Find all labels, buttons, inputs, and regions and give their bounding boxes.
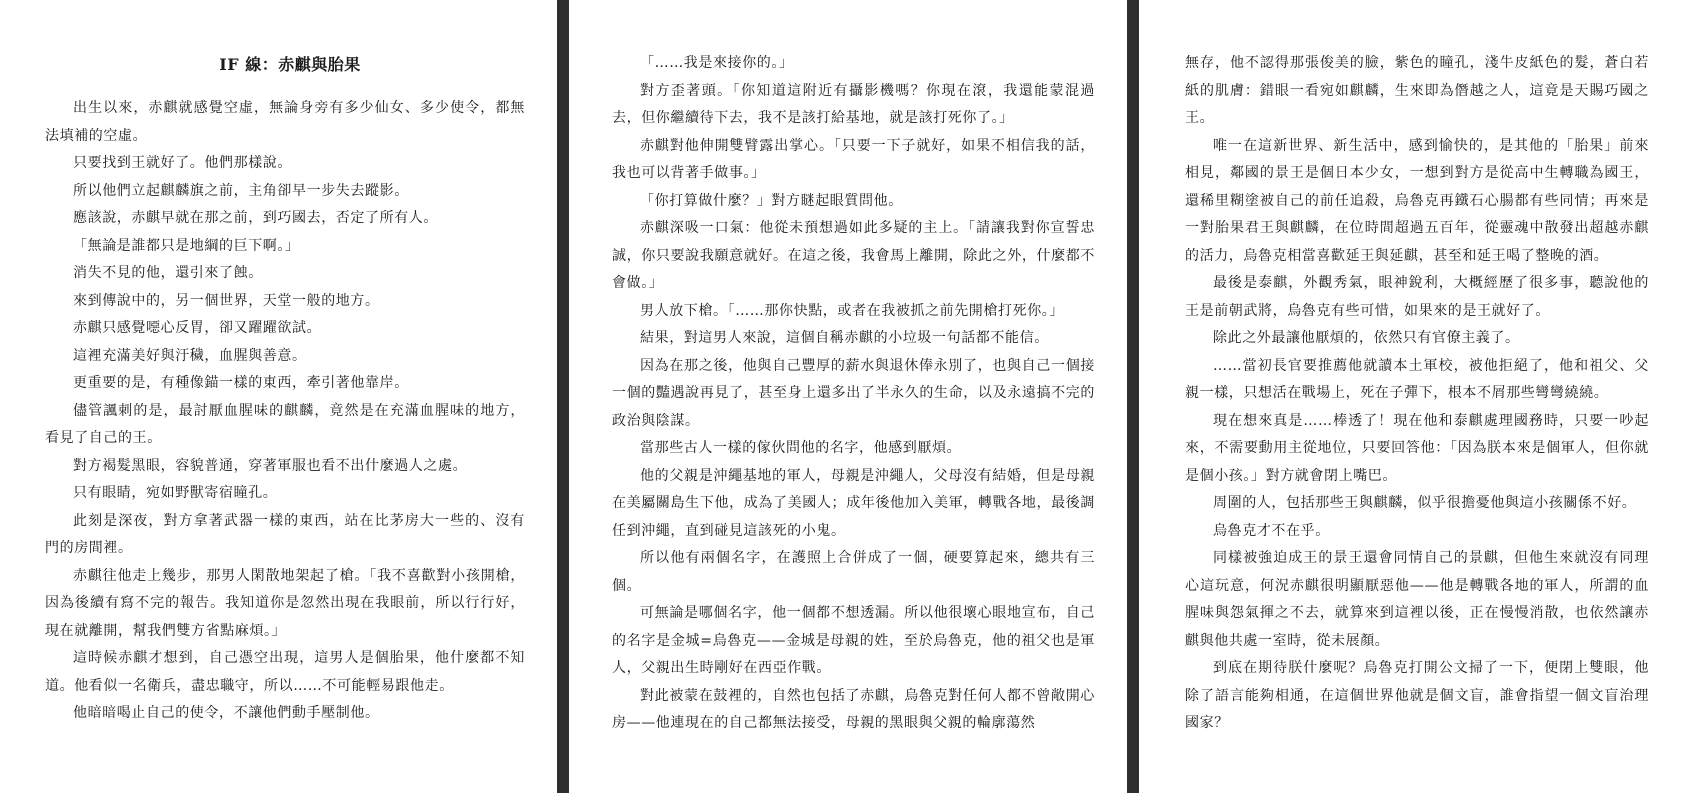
page-3 — [1139, 0, 1693, 793]
paragraph: 消失不見的他，還引來了蝕。 — [73, 265, 263, 281]
paragraph: 當那些古人一樣的傢伙問他的名字，他感到厭煩。 — [640, 440, 962, 456]
paragraph: 他暗暗喝止自己的使令，不讓他們動手壓制他。 — [73, 705, 380, 721]
page-2 — [569, 0, 1127, 793]
paragraph: 只要找到王就好了。他們那樣說。 — [73, 155, 292, 171]
paragraph: 來到傳說中的，另一個世界，天堂一般的地方。 — [73, 292, 380, 309]
paragraph: ……當初長官要推薦他就讀本土軍校，被他拒絕了，他和祖父、父親一樣，只想活在戰場上，死在子彈下，根本不屑那些彎彎繞繞。 — [1185, 357, 1649, 401]
paragraph: 所以他有兩個名字，在護照上合併成了一個，硬要算起來，總共有三個。 — [612, 550, 1095, 594]
paragraph: 這裡充滿美好與汙穢，血腥與善意。 — [73, 347, 307, 364]
paragraph: 所以他們立起麒麟旗之前，主角卻早一步失去蹤影。 — [73, 182, 409, 199]
paragraph: 到底在期待朕什麼呢？烏魯克打開公文掃了一下，便閉上雙眼，他除了語言能夠相通，在這個世界他就是個文盲，誰會指望一個文盲治理國家？ — [1185, 660, 1649, 731]
paragraph: 對方褐髮黑眼，容貌普通，穿著軍服也看不出什麼過人之處。 — [73, 457, 468, 474]
paragraph: 最後是泰麒，外觀秀氣，眼神銳利，大概經歷了很多事，聽說他的王是前朝武將，烏魯克有些可惜，如果來的是王就好了。 — [1185, 275, 1649, 319]
page-1-body — [45, 95, 525, 728]
paragraph: 對方歪著頭。「你知道這附近有攝影機嗎？你現在滾，我還能蒙混過去，但你繼續待下去，我不是該打給基地，就是該打死你了。」 — [612, 82, 1095, 126]
paragraph: 除此之外最讓他厭煩的，依然只有官僚主義了。 — [1213, 330, 1520, 346]
paragraph: 結果，對這男人來說，這個自稱赤麒的小垃圾一句話都不能信。 — [640, 330, 1049, 346]
paragraph: 現在想來真是……棒透了！現在他和泰麒處理國務時，只要一吵起來，不需要動用主從地位，只要回答他：「因為朕本來是個軍人，但你就是個小孩。」對方就會閉上嘴巴。 — [1185, 412, 1649, 484]
page-2-body — [612, 50, 1095, 738]
paragraph: 赤麒深吸一口氣：他從未預想過如此多疑的主上。「請讓我對你宣誓忠誠，你只要說我願意就好。在這之後，我會馬上離開，除此之外，什麼都不會做。」 — [612, 220, 1095, 291]
paragraph: 周圍的人，包括那些王與麒麟，似乎很擔憂他與這小孩關係不好。 — [1213, 495, 1637, 511]
paragraph: 出生以來，赤麒就感覺空虛，無論身旁有多少仙女、多少使令，都無法填補的空虛。 — [45, 100, 525, 144]
paragraph: 唯一在這新世界、新生活中，感到愉快的，是其他的「胎果」前來相見，鄰國的景王是個日本少女，一想到對方是從高中生轉職為國王，還稀里糊塗被自己的前任追殺，烏魯克再鐵石心腸都有些同情；再來是一對胎果君王與麒麟，在位時間超過五百年，從靈魂中散發出超越赤麒的活力，烏魯克相當喜歡延王與延麒，甚至和延王喝了整晚的酒。 — [1185, 137, 1649, 264]
paragraph: 只有眼睛，宛如野獸寄宿瞳孔。 — [73, 485, 278, 501]
chapter-title: IF 線：赤麒與胎果 — [219, 55, 361, 74]
paragraph: 無存，他不認得那張俊美的臉，紫色的瞳孔，淺牛皮紙色的髮，蒼白若紙的肌膚：錯眼一看宛如麒麟，生來即為僭越之人，這竟是天賜巧國之王。 — [1185, 55, 1649, 126]
paragraph: 這時候赤麒才想到，自己憑空出現，這男人是個胎果，他什麼都不知道。他看似一名衛兵，盡忠職守，所以……不可能輕易跟他走。 — [45, 650, 525, 694]
paragraph: 他的父親是沖繩基地的軍人，母親是沖繩人，父母沒有結婚，但是母親在美屬關島生下他，成為了美國人；成年後他加入美軍，轉戰各地，最後調任到沖繩，直到碰見這該死的小鬼。 — [612, 467, 1095, 539]
paragraph: 應該說，赤麒早就在那之前，到巧國去，否定了所有人。 — [73, 210, 438, 226]
paragraph: 儘管諷刺的是，最討厭血腥味的麒麟，竟然是在充滿血腥味的地方，看見了自己的王。 — [45, 402, 525, 446]
paragraph: 可無論是哪個名字，他一個都不想透漏。所以他很壞心眼地宣布，自己的名字是金城=烏魯克——金城是母親的姓，至於烏魯克，他的祖父也是軍人，父親出生時剛好在西亞作戰。 — [612, 605, 1095, 676]
paragraph: 赤麒往他走上幾步，那男人閑散地架起了槍。「我不喜歡對小孩開槍，因為後續有寫不完的報告。我知道你是忽然出現在我眼前，所以行行好，現在就離開，幫我們雙方省點麻煩。」 — [45, 567, 525, 639]
paragraph: 此刻是深夜，對方拿著武器一樣的東西，站在比茅房大一些的、沒有門的房間裡。 — [45, 512, 525, 556]
paragraph: 因為在那之後，他與自己豐厚的薪水與退休俸永別了，也與自己一個接一個的豔遇說再見了，甚至身上還多出了半永久的生命，以及永遠搞不完的政治與陰謀。 — [612, 357, 1095, 429]
paragraph: 男人放下槍。「……那你快點，或者在我被抓之前先開槍打死你。」 — [640, 302, 1064, 319]
paragraph: 「無論是誰都只是地綱的巨下啊。」 — [73, 237, 300, 254]
paragraph: 赤麒只感覺噁心反胃，卻又躍躍欲試。 — [73, 320, 322, 336]
paragraph: 烏魯克才不在乎。 — [1213, 522, 1330, 539]
paragraph: 「你打算做什麼？」對方瞇起眼質問他。 — [640, 192, 903, 209]
paragraph: 同樣被強迫成王的景王還會同情自己的景麒，但他生來就沒有同理心這玩意，何況赤麒很明顯厭惡他——他是轉戰各地的軍人，所謂的血腥味與怨氣揮之不去，就算來到這裡以後，正在慢慢消散，也依然讓赤麒與他共處一室時，從未展顏。 — [1185, 550, 1649, 649]
paragraph: 赤麒對他伸開雙臂露出掌心。「只要一下子就好，如果不相信我的話，我也可以背著手做事。」 — [612, 137, 1095, 181]
paragraph: 對此被蒙在鼓裡的，自然也包括了赤麒，烏魯克對任何人都不曾敞開心房——他連現在的自己都無法接受，母親的黑眼與父親的輪廓蕩然 — [612, 687, 1095, 731]
paragraph: 「……我是來接你的。」 — [640, 55, 794, 71]
page-1 — [0, 0, 557, 793]
page-3-body — [1185, 50, 1649, 738]
paragraph: 更重要的是，有種像錨一樣的東西，牽引著他靠岸。 — [73, 375, 409, 391]
